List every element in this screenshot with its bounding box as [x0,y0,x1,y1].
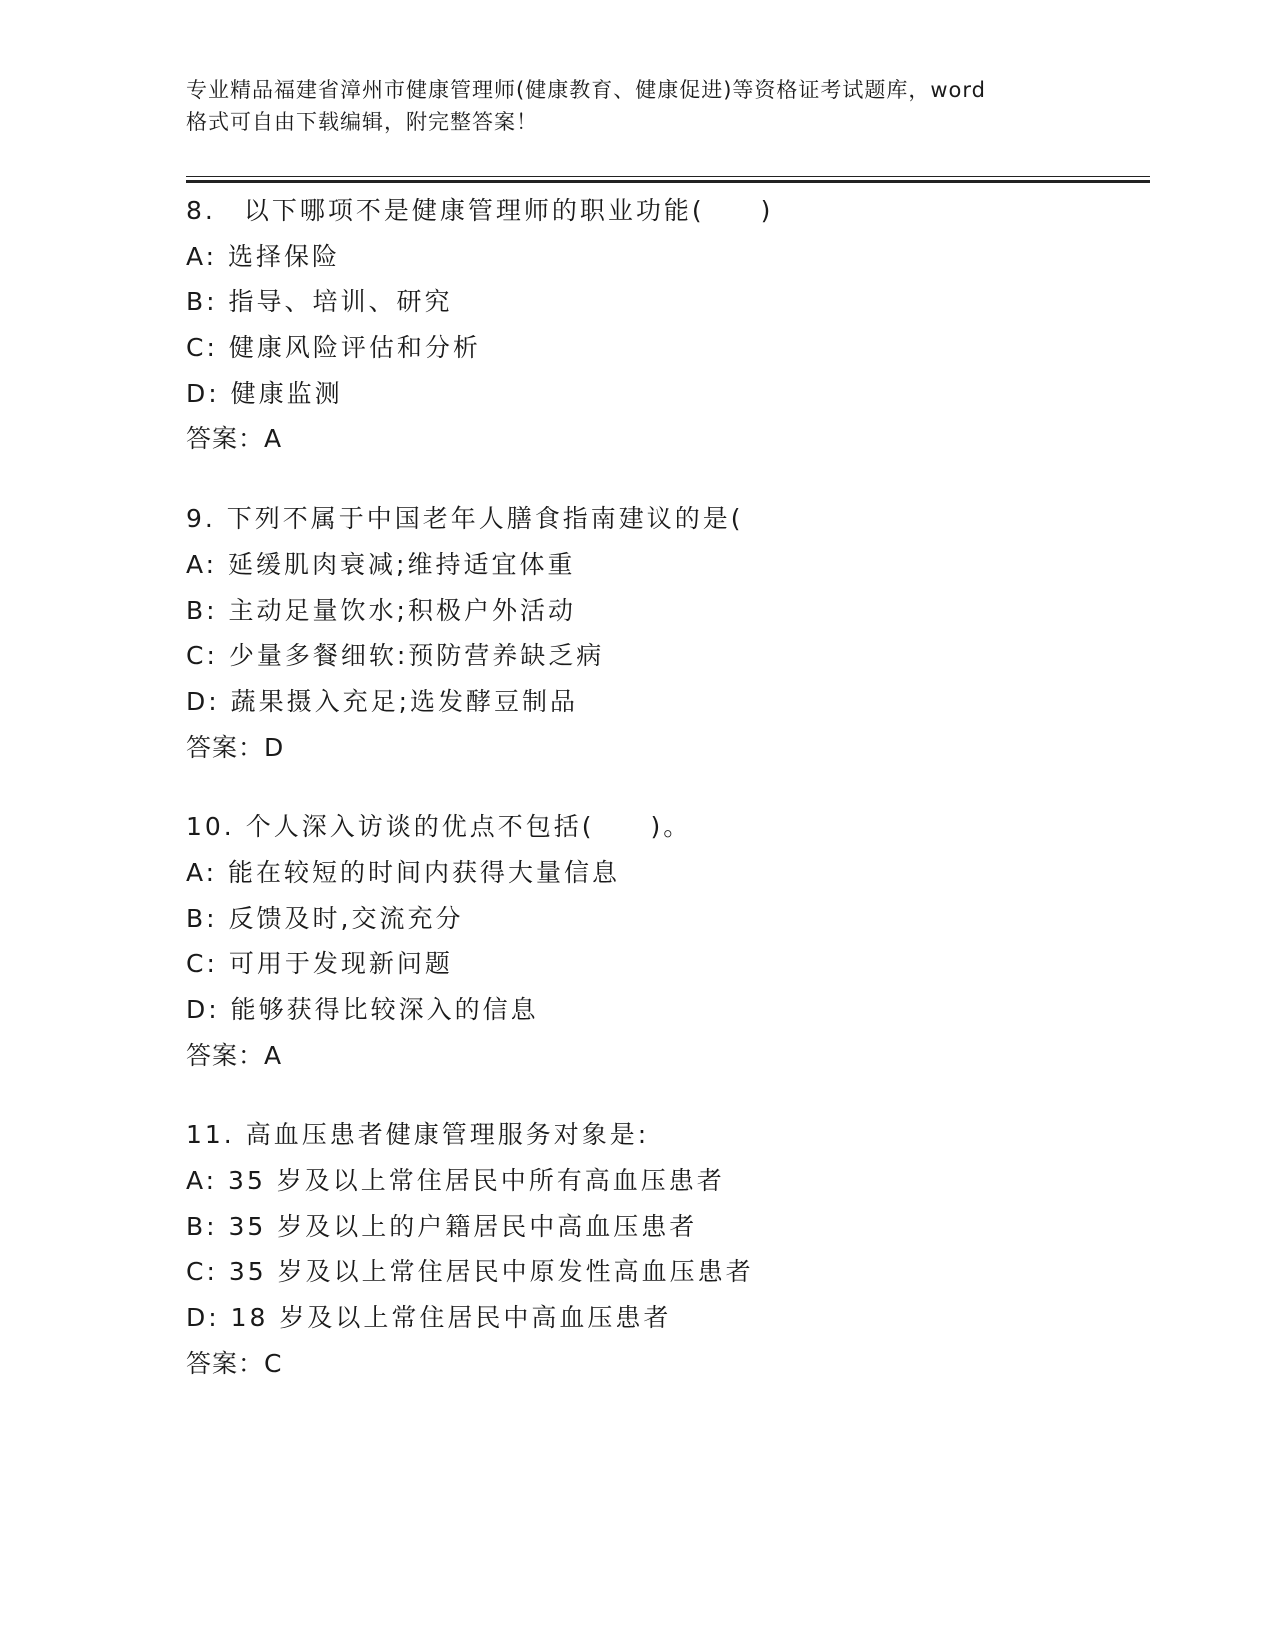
option-c: C: 可用于发现新问题 [186,949,453,979]
answer-line [186,725,1146,771]
question-11 [186,1112,1146,1386]
header-line-1: 专业精品福建省漳州市健康管理师(健康教育、健康促进)等资格证考试题库，word [186,78,987,102]
answer-label: 答案： [186,732,265,762]
option-b: B: 反馈及时,交流充分 [186,903,464,933]
option-b: B: 35 岁及以上的户籍居民中高血压患者 [186,1211,698,1241]
option-c: C: 35 岁及以上常住居民中原发性高血压患者 [186,1257,754,1287]
answer-line [186,1033,1146,1079]
question-10 [186,804,1146,1078]
header-divider-thin [186,176,1150,177]
option-b: B: 主动足量饮水;积极户外活动 [186,595,576,625]
answer-line [186,1341,1146,1387]
answer-label: 答案： [186,1040,265,1070]
answer-label: 答案： [186,424,265,454]
question-stem: 8. 以下哪项不是健康管理师的职业功能( ) [186,196,774,225]
answer-line [186,416,1146,462]
question-stem: 10. 个人深入访谈的优点不包括( )。 [186,812,692,842]
option-b: B: 指导、培训、研究 [186,287,453,317]
option-d: D: 健康监测 [186,378,343,408]
option-a: A: 选择保险 [186,241,341,271]
option-c: C: 少量多餐细软:预防营养缺乏病 [186,641,605,671]
answer-label: 答案： [186,1348,265,1378]
question-list [186,188,1146,1421]
question-9 [186,496,1146,770]
answer-value: A [264,424,283,454]
option-a: A: 35 岁及以上常住居民中所有高血压患者 [186,1166,725,1196]
document-header [186,74,1086,138]
question-stem: 9. 下列不属于中国老年人膳食指南建议的是( [186,504,744,534]
answer-value: D [264,732,285,762]
option-d: D: 18 岁及以上常住居民中高血压患者 [186,1303,672,1333]
option-d: D: 蔬果摄入充足;选发酵豆制品 [186,686,579,716]
option-d: D: 能够获得比较深入的信息 [186,995,539,1024]
header-line-2: 格式可自由下载编辑，附完整答案！ [186,110,538,134]
answer-value: A [264,1040,283,1070]
option-a: A: 延缓肌肉衰减;维持适宜体重 [186,549,576,579]
header-divider-thick [186,180,1150,183]
option-c: C: 健康风险评估和分析 [186,333,481,363]
answer-value: C [264,1348,283,1378]
question-8 [186,188,1146,462]
question-stem: 11. 高血压患者健康管理服务对象是: [186,1120,650,1150]
option-a: A: 能在较短的时间内获得大量信息 [186,857,621,887]
